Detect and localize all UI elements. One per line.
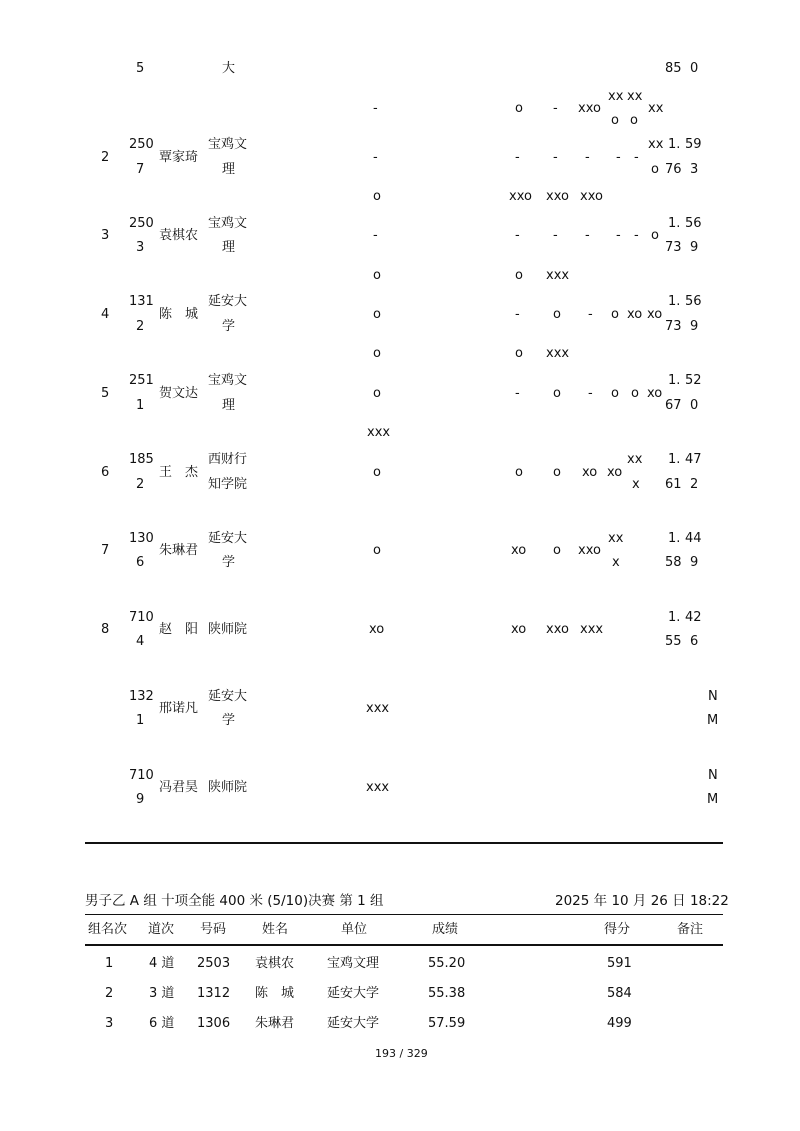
attempt-mark: -: [585, 228, 590, 243]
bib-tail: 7: [136, 162, 145, 177]
attempt-mark: -: [373, 150, 378, 165]
attempt-mark: -: [616, 228, 621, 243]
rank: 3: [101, 228, 110, 243]
points-part: 2: [690, 477, 699, 492]
attempt-mark: xxx: [366, 780, 390, 795]
result: 1.: [668, 452, 681, 467]
unit: 宝鸡文: [208, 373, 248, 388]
unit-tail: 大: [222, 61, 236, 76]
result-bib: 1306: [197, 1016, 231, 1031]
result-part: 61: [665, 477, 682, 492]
attempt-mark: o: [373, 465, 381, 480]
result-part: 73: [665, 319, 682, 334]
athlete-name: 王 杰: [159, 465, 199, 480]
attempt-mark: xx: [627, 452, 643, 467]
result-name: 朱琳君: [255, 1016, 295, 1031]
attempt-mark: xo: [627, 307, 643, 322]
attempt-mark: o: [515, 465, 523, 480]
bib-tail: 5: [136, 61, 145, 76]
points: 47: [685, 452, 702, 467]
result-part: 76: [665, 162, 682, 177]
unit: 延安大: [208, 689, 248, 704]
result-lane: 6 道: [149, 1016, 175, 1031]
athlete-name: 赵 阳: [159, 622, 199, 637]
bib: 131: [129, 294, 154, 309]
unit-tail: 理: [222, 240, 236, 255]
attempt-mark: xo: [511, 622, 527, 637]
points: 42: [685, 610, 702, 625]
col-header-lane: 道次: [148, 922, 175, 937]
result-points: 584: [607, 986, 632, 1001]
no-mark: M: [707, 713, 719, 728]
result-points: 499: [607, 1016, 632, 1031]
bib-tail: 2: [136, 319, 145, 334]
unit-tail: 学: [222, 555, 236, 570]
attempt-mark: xx: [608, 89, 624, 104]
attempt-mark: xxo: [578, 543, 601, 558]
result-part: 58: [665, 555, 682, 570]
result: 1.: [668, 531, 681, 546]
result: 1.: [668, 137, 681, 152]
result-name: 袁棋农: [255, 956, 295, 971]
result-time: 55.38: [428, 986, 466, 1001]
result: 1.: [668, 373, 681, 388]
athlete-name: 覃家琦: [159, 150, 199, 165]
points: 56: [685, 294, 702, 309]
attempt-mark: -: [515, 386, 520, 401]
attempt-mark: o: [553, 386, 561, 401]
attempt-mark: xo: [647, 386, 663, 401]
bib: 251: [129, 373, 154, 388]
attempt-mark: -: [515, 307, 520, 322]
attempt-mark: xxo: [546, 622, 569, 637]
attempt-mark: o: [515, 268, 523, 283]
bib-tail: 4: [136, 634, 145, 649]
attempt-mark: -: [373, 101, 378, 116]
unit: 延安大: [208, 531, 248, 546]
bib: 710: [129, 610, 154, 625]
attempt-mark: o: [630, 113, 638, 128]
section-divider: [85, 842, 723, 844]
points-part: 9: [690, 240, 699, 255]
result: 1.: [668, 294, 681, 309]
bib-tail: 2: [136, 477, 145, 492]
attempt-mark: -: [588, 307, 593, 322]
attempt-mark: xxx: [546, 268, 570, 283]
attempt-mark: o: [373, 268, 381, 283]
result-unit: 宝鸡文理: [327, 956, 380, 971]
attempt-mark: xx: [608, 531, 624, 546]
attempt-mark: o: [651, 162, 659, 177]
bib-tail: 6: [136, 555, 145, 570]
attempt-mark: xxx: [367, 425, 391, 440]
points: 52: [685, 373, 702, 388]
result-lane: 4 道: [149, 956, 175, 971]
attempt-mark: x: [632, 477, 640, 492]
attempt-mark: -: [553, 228, 558, 243]
points: 59: [685, 137, 702, 152]
col-header-rank: 组名次: [88, 922, 128, 937]
col-header-note: 备注: [677, 922, 704, 937]
unit-tail: 理: [222, 398, 236, 413]
athlete-name: 朱琳君: [159, 543, 199, 558]
attempt-mark: xx: [648, 137, 664, 152]
attempt-mark: xo: [647, 307, 663, 322]
result: 1.: [668, 610, 681, 625]
attempt-mark: xo: [369, 622, 385, 637]
bib-tail: 3: [136, 240, 145, 255]
unit: 陕师院: [208, 780, 248, 795]
attempt-mark: xxx: [546, 346, 570, 361]
rank: 2: [101, 150, 110, 165]
attempt-mark: o: [373, 307, 381, 322]
no-mark: M: [707, 792, 719, 807]
result-bib: 2503: [197, 956, 231, 971]
attempt-mark: x: [612, 555, 620, 570]
rank: 7: [101, 543, 110, 558]
attempt-mark: o: [631, 386, 639, 401]
attempt-mark: o: [611, 386, 619, 401]
points-part: 6: [690, 634, 699, 649]
attempt-mark: o: [553, 543, 561, 558]
result-name: 陈 城: [255, 986, 295, 1001]
result-rank: 2: [105, 986, 114, 1001]
athlete-name: 邢诺凡: [159, 701, 199, 716]
athlete-name: 陈 城: [159, 307, 199, 322]
attempt-mark: xo: [511, 543, 527, 558]
athlete-name: 袁棋农: [159, 228, 199, 243]
unit-tail: 知学院: [208, 477, 248, 492]
result-rank: 3: [105, 1016, 114, 1031]
result-unit: 延安大学: [327, 1016, 380, 1031]
attempt-mark: o: [515, 346, 523, 361]
result-rank: 1: [105, 956, 114, 971]
no-mark: N: [708, 689, 718, 704]
attempt-mark: o: [611, 113, 619, 128]
event-title: 男子乙 A 组 十项全能 400 米 (5/10)决赛 第 1 组: [85, 893, 384, 909]
attempt-mark: o: [373, 386, 381, 401]
result-bib: 1312: [197, 986, 231, 1001]
bib: 250: [129, 137, 154, 152]
attempt-mark: o: [373, 543, 381, 558]
col-header-result: 成绩: [432, 922, 459, 937]
rank: 8: [101, 622, 110, 637]
result-lane: 3 道: [149, 986, 175, 1001]
no-mark: N: [708, 768, 718, 783]
attempt-mark: xo: [582, 465, 598, 480]
attempt-mark: o: [553, 307, 561, 322]
attempt-mark: xxo: [509, 189, 532, 204]
result-time: 57.59: [428, 1016, 466, 1031]
rank: 6: [101, 465, 110, 480]
attempt-mark: -: [616, 150, 621, 165]
result-unit: 延安大学: [327, 986, 380, 1001]
attempt-mark: -: [634, 150, 639, 165]
rank: 5: [101, 386, 110, 401]
attempt-mark: -: [553, 101, 558, 116]
col-header-name: 姓名: [262, 922, 289, 937]
points-part: 0: [690, 398, 699, 413]
points: 44: [685, 531, 702, 546]
result-part: 67: [665, 398, 682, 413]
bib: 710: [129, 768, 154, 783]
rank: 4: [101, 307, 110, 322]
unit: 宝鸡文: [208, 137, 248, 152]
result-time: 55.20: [428, 956, 466, 971]
unit: 宝鸡文: [208, 216, 248, 231]
attempt-mark: xxo: [546, 189, 569, 204]
attempt-mark: xx: [648, 101, 664, 116]
unit: 延安大: [208, 294, 248, 309]
event-datetime: 2025 年 10 月 26 日 18:22: [555, 893, 729, 909]
attempt-mark: o: [373, 189, 381, 204]
header-bottom-rule: [85, 944, 723, 946]
attempt-mark: o: [553, 465, 561, 480]
points-part: 3: [690, 162, 699, 177]
attempt-mark: -: [634, 228, 639, 243]
bib: 250: [129, 216, 154, 231]
attempt-mark: -: [515, 228, 520, 243]
attempt-mark: o: [515, 101, 523, 116]
points-part: 0: [690, 61, 699, 76]
points: 56: [685, 216, 702, 231]
unit: 陕师院: [208, 622, 248, 637]
page-number: 193 / 329: [375, 1047, 428, 1060]
unit-tail: 学: [222, 319, 236, 334]
unit: 西财行: [208, 452, 248, 467]
attempt-mark: -: [515, 150, 520, 165]
col-header-bib: 号码: [200, 922, 227, 937]
attempt-mark: xxx: [580, 622, 604, 637]
attempt-mark: -: [588, 386, 593, 401]
result-part: 55: [665, 634, 682, 649]
result-part: 85: [665, 61, 682, 76]
unit-tail: 学: [222, 713, 236, 728]
bib-tail: 9: [136, 792, 145, 807]
athlete-name: 贺文达: [159, 386, 199, 401]
bib: 132: [129, 689, 154, 704]
attempt-mark: o: [611, 307, 619, 322]
points-part: 9: [690, 555, 699, 570]
result-points: 591: [607, 956, 632, 971]
unit-tail: 理: [222, 162, 236, 177]
attempt-mark: o: [373, 346, 381, 361]
result: 1.: [668, 216, 681, 231]
bib-tail: 1: [136, 398, 145, 413]
athlete-name: 冯君昊: [159, 780, 199, 795]
attempt-mark: xxx: [366, 701, 390, 716]
attempt-mark: xxo: [578, 101, 601, 116]
attempt-mark: -: [373, 228, 378, 243]
attempt-mark: o: [651, 228, 659, 243]
attempt-mark: xo: [607, 465, 623, 480]
result-part: 73: [665, 240, 682, 255]
header-top-rule: [85, 914, 723, 915]
attempt-mark: xxo: [580, 189, 603, 204]
bib: 130: [129, 531, 154, 546]
col-header-unit: 单位: [341, 922, 368, 937]
attempt-mark: -: [553, 150, 558, 165]
bib-tail: 1: [136, 713, 145, 728]
attempt-mark: xx: [627, 89, 643, 104]
attempt-mark: -: [585, 150, 590, 165]
col-header-points: 得分: [604, 922, 631, 937]
bib: 185: [129, 452, 154, 467]
points-part: 9: [690, 319, 699, 334]
